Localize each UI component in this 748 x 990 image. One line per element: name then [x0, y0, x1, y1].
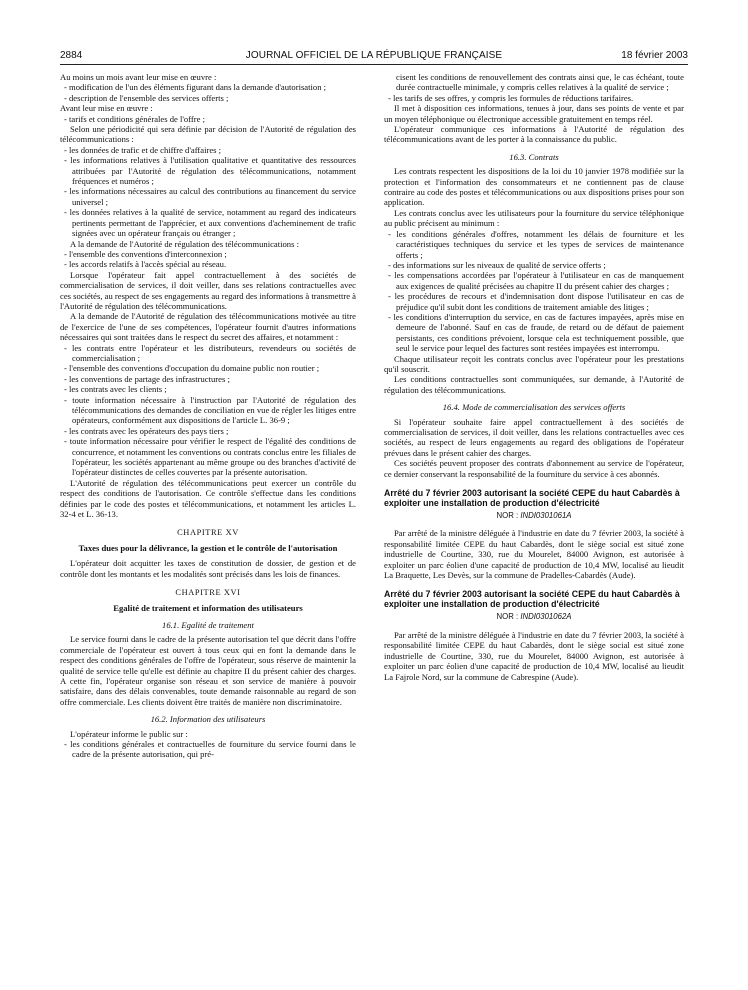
page-header [60, 50, 688, 64]
list-item: - les informations relatives à l'utilisation qualitative et quantitative des ressources attribuées par l'Autorité de régulation des télécommunications, notamment fréquences et numéros ; [64, 155, 356, 187]
paragraph: Selon une périodicité qui sera définie par décision de l'Autorité de régulation des télécommunications : [60, 124, 356, 145]
list-item: - les informations nécessaires au calcul des contributions au financement du service universel ; [64, 186, 356, 207]
list-item: - modification de l'un des éléments figurant dans la demande d'autorisation ; [64, 82, 327, 93]
nor-reference: NOR : INDI0301062A [496, 612, 572, 622]
paragraph: Les conditions contractuelles sont communiquées, sur demande, à l'Autorité de régulation des télécommunications. [384, 374, 684, 395]
right-column [384, 72, 684, 682]
list-item: - les tarifs de ses offres, y compris les formules de réductions tarifaires. [388, 92, 634, 103]
decree-title: Arrêté du 7 février 2003 autorisant la société CEPE du haut Cabardès à exploiter une installation de production d'électricité [384, 488, 680, 509]
paragraph: A la demande de l'Autorité de régulation des télécommunications : [70, 238, 299, 249]
list-item: - les données relatives à la qualité de service, notamment au regard des indicateurs pertinents permettant de l'apprécier, et aux conventions d'acheminement de trafic signées avec un opérateur français ou étranger ; [64, 207, 356, 239]
journal-title: JOURNAL OFFICIEL DE LA RÉPUBLIQUE FRANÇAISE [245, 50, 503, 61]
list-item: - les procédures de recours et d'indemnisation dont dispose l'utilisateur en cas de préjudice qu'il subit dont les conditions de traitement amiable des litiges ; [388, 291, 684, 312]
list-item: - les conditions générales et contractuelles de fourniture du service fourni dans le cadre de la présente autorisation, qui pré- [64, 738, 356, 760]
paragraph: Le service fourni dans le cadre de la présente autorisation tel que décrit dans l'offre commerciale de l'opérateur est ouvert à tous ceux qui en font la demande dans le respect des conditions générales de l'offre de l'opérateur, sous réserve de maintenir la qualité de service telle qu'elle est définie au chapitre II du présent cahier des charges. A cette fin, l'opérateur organise son réseau et son service de manière à pouvoir satisfaire, dans des délais convenables, toute demande raisonnable au regard de son offre commerciale. Les clients doivent être traités de manière non discriminatoire. [60, 634, 356, 707]
list-item: - les conditions générales d'offres, notamment les délais de fourniture et les caractéristiques techniques du service et les types de services de maintenance offerts ; [388, 228, 684, 260]
list-item: - les conditions d'interruption du service, en cas de factures impayées, après mise en demeure de l'abonné. Sauf en cas de fraude, de retard ou de défaut de paiement persistants, ces conditions prévoient, lorsque cela est techniquement possible, que seul le service pour lequel des factures sont restées impayées est interrompu. [388, 311, 684, 354]
paragraph: Au moins un mois avant leur mise en œuvre : [60, 72, 217, 82]
paragraph: Lorsque l'opérateur fait appel contractuellement à des sociétés de commercialisation de services, il doit veiller, dans ses relations contractuelles avec ces sociétés, au respect de ses engagements au regard des informations à transmettre à l'Autorité de régulation des télécommunications. [60, 269, 356, 311]
list-item: - les données de trafic et de chiffre d'affaires ; [64, 144, 222, 155]
left-column [60, 72, 356, 760]
chapter-title: Egalité de traitement et information des utilisateurs [113, 602, 303, 613]
list-item: - les contrats entre l'opérateur et les distributeurs, revendeurs ou sociétés de commercialisation ; [64, 342, 356, 363]
section-heading: 16.3. Contrats [509, 151, 559, 162]
paragraph: Ces sociétés peuvent proposer des contrats d'abonnement au service de l'opérateur, ce dernier conservant la responsabilité de la fourniture du service à ces abonnés. [384, 458, 684, 479]
chapter-heading: CHAPITRE XVI [175, 588, 241, 598]
list-item: - l'ensemble des conventions d'interconnexion ; [64, 248, 227, 259]
list-item-continuation: cisent les conditions de renouvellement des contrats ainsi que, le cas échéant, toute durée contractuelle minimale, y compris celles relatives à la qualité de service ; [396, 72, 684, 93]
section-heading: 16.1. Egalité de traitement [162, 619, 254, 630]
paragraph: A la demande de l'Autorité de régulation des télécommunications motivée au titre de l'exercice de l'une de ses compétences, l'opérateur fournit d'autres informations nécessaires qui sont traitées dans le respect du secret des affaires, et notamment : [60, 311, 356, 343]
nor-reference: NOR : INDI0301061A [496, 511, 572, 521]
paragraph: Par arrêté de la ministre déléguée à l'industrie en date du 7 février 2003, la société à responsabilité limitée CEPE du haut Cabardès, dont le siège social est situé zone industrielle de Courtine, 330, rue du Mourelet, 84000 Avignon, est autorisée à exploiter un parc éolien d'une capacité de production de 10,4 MW, localisé au lieudit La Fajrole Nord, sur la commune de Cabrespine (Aude). [384, 629, 684, 682]
section-heading: 16.4. Mode de commercialisation des services offerts [442, 402, 626, 413]
paragraph: Par arrêté de la ministre déléguée à l'industrie en date du 7 février 2003, la société à responsabilité limitée CEPE du haut Cabardès, dont le siège social est situé zone industrielle de Courtine, 330, rue du Mourelet, 84000 Avignon, est autorisée à exploiter un parc éolien d'une capacité de production de 10,4 MW, localisé au lieudit La Braquette, Les Devès, sur la commune de Pradelles-Cabardès (Aude). [384, 528, 684, 581]
list-item: - les compensations accordées par l'opérateur à l'utilisateur en cas de manquement aux exigences de qualité précisées au chapitre II du présent cahier des charges ; [388, 270, 684, 291]
paragraph: Avant leur mise en œuvre : [60, 103, 153, 114]
paragraph: L'opérateur informe le public sur : [70, 728, 188, 739]
list-item: - toute information nécessaire à l'instruction par l'Autorité de régulation des télécommunications des demandes de conciliation en vue de régler les litiges entre opérateurs, conformément aux dispositions de l'article L. 36-9 ; [64, 394, 356, 426]
paragraph: L'Autorité de régulation des télécommunications peut exercer un contrôle du respect des conditions de l'autorisation. Ce contrôle s'effectue dans les conditions définies par le code des postes et télécommunications, et notamment les articles L. 32-4 et L. 36-13. [60, 477, 356, 520]
chapter-heading: CHAPITRE XV [177, 528, 239, 538]
paragraph: Les contrats conclus avec les utilisateurs pour la fourniture du service téléphonique au public précisent au minimum : [384, 207, 684, 229]
list-item: - tarifs et conditions générales de l'offre ; [64, 113, 205, 124]
paragraph: L'opérateur doit acquitter les taxes de constitution de dossier, de gestion et de contrôle dont les montants et les modalités sont précisés dans les lois de finances. [60, 558, 356, 579]
list-item: - toute information nécessaire pour vérifier le respect de l'égalité des conditions de concurrence, et notamment les conventions ou contrats conclus entre les filiales de l'opérateur, les sociétés appartenant au même groupe ou des branches d'activité de l'opérateur distinctes de celles couvertes par la présente autorisation. [64, 436, 356, 478]
header-rule [60, 64, 688, 65]
issue-date: 18 février 2003 [621, 50, 688, 61]
page-number: 2884 [60, 50, 83, 61]
paragraph: Les contrats respectent les dispositions de la loi du 10 janvier 1978 modifiée sur la protection et l'information des consommateurs et ne contiennent pas de clause contraire au code des postes et télécommunications ou aux dispositions prises pour son application. [384, 166, 684, 208]
list-item: - des informations sur les niveaux de qualité de service offerts ; [388, 259, 606, 270]
list-item: - les conventions de partage des infrastructures ; [64, 373, 230, 384]
list-item: - l'ensemble des conventions d'occupation du domaine public non routier ; [64, 363, 320, 374]
list-item: - les contrats avec les clients ; [64, 384, 167, 395]
section-heading: 16.2. Information des utilisateurs [150, 714, 266, 725]
chapter-title: Taxes dues pour la délivrance, la gestion et le contrôle de l'autorisation [78, 542, 338, 553]
decree-title: Arrêté du 7 février 2003 autorisant la société CEPE du haut Cabardès à exploiter une installation de production d'électricité [384, 589, 680, 610]
paragraph: Chaque utilisateur reçoit les contrats conclus avec l'opérateur pour les prestations qu'il souscrit. [384, 353, 684, 374]
list-item: - description de l'ensemble des services offerts ; [64, 92, 229, 103]
list-item: - les contrats avec les opérateurs des pays tiers ; [64, 425, 229, 436]
list-item: - les accords relatifs à l'accès spécial au réseau. [64, 259, 227, 270]
paragraph: L'opérateur communique ces informations à l'Autorité de régulation des télécommunications avant de les porter à la connaissance du public. [384, 124, 684, 145]
paragraph: Il met à disposition ces informations, tenues à jour, dans ses points de vente et par un moyen téléphonique ou électronique accessible gratuitement en temps réel. [384, 103, 684, 124]
paragraph: Si l'opérateur souhaite faire appel contractuellement à des sociétés de commercialisation de services, il doit veiller, dans les relations contractuelles avec ces sociétés, au respect de leurs engagements au regard des obligations de l'opérateur prévues dans le présent cahier des charges. [384, 416, 684, 458]
